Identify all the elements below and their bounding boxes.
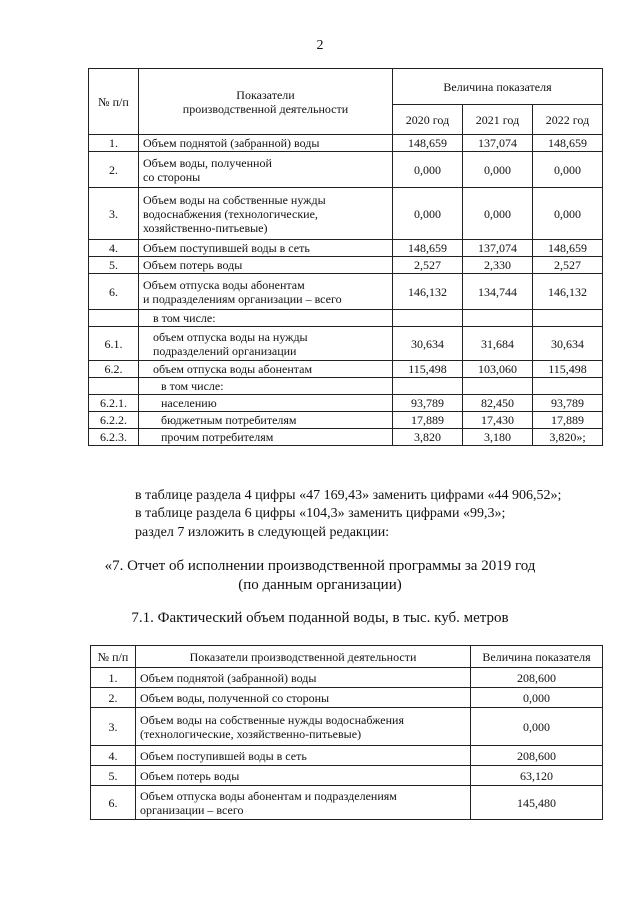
row-name: прочим потребителям	[139, 429, 393, 446]
row-num	[89, 378, 139, 395]
row-num: 6.2.2.	[89, 412, 139, 429]
row-value: 2,527	[533, 257, 603, 274]
row-num: 6.	[91, 786, 136, 820]
table-row	[89, 378, 603, 395]
row-value: 208,600	[471, 746, 603, 766]
row-value	[393, 378, 463, 395]
table-row	[91, 786, 603, 820]
row-value: 115,498	[393, 361, 463, 378]
row-value: 148,659	[393, 240, 463, 257]
row-value: 148,659	[533, 240, 603, 257]
row-num: 6.2.1.	[89, 395, 139, 412]
row-value: 103,060	[463, 361, 533, 378]
table-row	[89, 135, 603, 152]
amendment-paragraph: раздел 7 изложить в следующей редакции:	[135, 525, 390, 540]
row-value: 82,450	[463, 395, 533, 412]
row-value: 0,000	[463, 188, 533, 240]
row-value: 30,634	[533, 327, 603, 361]
row-num	[89, 310, 139, 327]
header-year: 2021 год	[463, 105, 533, 135]
row-name: Объем потерь воды	[139, 257, 393, 274]
row-num: 2.	[91, 688, 136, 708]
row-value: 17,889	[533, 412, 603, 429]
row-num: 5.	[91, 766, 136, 786]
production-table-2020-2022	[88, 68, 603, 446]
header-value-group: Величина показателя	[393, 69, 603, 105]
row-name: Объем поднятой (забранной) воды	[136, 668, 471, 688]
row-value: 137,074	[463, 240, 533, 257]
row-value: 30,634	[393, 327, 463, 361]
row-num: 6.2.3.	[89, 429, 139, 446]
row-value	[463, 378, 533, 395]
row-num: 6.1.	[89, 327, 139, 361]
row-value	[463, 310, 533, 327]
subsection-title: 7.1. Фактический объем поданной воды, в тыс. куб. метров	[131, 610, 509, 626]
table-row	[89, 240, 603, 257]
row-name: Объем потерь воды	[136, 766, 471, 786]
header-year: 2020 год	[393, 105, 463, 135]
row-value: 0,000	[471, 688, 603, 708]
row-value: 31,684	[463, 327, 533, 361]
row-value: 0,000	[393, 152, 463, 188]
row-name: населению	[139, 395, 393, 412]
row-num: 3.	[91, 708, 136, 746]
row-value: 0,000	[533, 188, 603, 240]
table-row	[89, 257, 603, 274]
row-value: 17,430	[463, 412, 533, 429]
table-row	[91, 746, 603, 766]
header-value: Величина показателя	[471, 646, 603, 668]
row-name: Объем воды, полученной со стороны	[139, 152, 393, 188]
row-name: Объем воды на собственные нужды водоснабжения (технологические, хозяйственно-питьевые)	[139, 188, 393, 240]
row-name: Объем отпуска воды абонентам и подразделениям организации – всего	[139, 274, 393, 310]
row-value: 208,600	[471, 668, 603, 688]
section-subtitle: (по данным организации)	[238, 577, 402, 593]
amendment-paragraph: в таблице раздела 4 цифры «47 169,43» заменить цифрами «44 906,52»;	[135, 488, 562, 503]
row-num: 1.	[89, 135, 139, 152]
row-name: Объем поднятой (забранной) воды	[139, 135, 393, 152]
table-row	[89, 395, 603, 412]
header-num: № п/п	[89, 69, 139, 135]
production-table-2019	[90, 645, 603, 820]
row-value: 137,074	[463, 135, 533, 152]
table-row	[91, 708, 603, 746]
table-row	[89, 361, 603, 378]
row-num: 5.	[89, 257, 139, 274]
row-name: Объем отпуска воды абонентам и подразделениям организации – всего	[136, 786, 471, 820]
row-value: 146,132	[393, 274, 463, 310]
row-value: 63,120	[471, 766, 603, 786]
row-name: в том числе:	[139, 310, 393, 327]
row-value: 148,659	[393, 135, 463, 152]
row-name: Объем поступившей воды в сеть	[136, 746, 471, 766]
row-value: 2,527	[393, 257, 463, 274]
row-num: 6.	[89, 274, 139, 310]
row-num: 1.	[91, 668, 136, 688]
row-value: 0,000	[533, 152, 603, 188]
row-value: 3,820»;	[533, 429, 603, 446]
row-value: 0,000	[471, 708, 603, 746]
table-row	[91, 688, 603, 708]
row-name: объем отпуска воды на нужды подразделений организации	[139, 327, 393, 361]
table-row	[89, 327, 603, 361]
row-name: объем отпуска воды абонентам	[139, 361, 393, 378]
row-num: 2.	[89, 152, 139, 188]
row-value: 17,889	[393, 412, 463, 429]
page-number: 2	[316, 38, 324, 53]
row-name: бюджетным потребителям	[139, 412, 393, 429]
section-title: «7. Отчет об исполнении производственной программы за 2019 год	[104, 558, 536, 574]
table-row	[89, 152, 603, 188]
header-indicators: Показатели производственной деятельности	[136, 646, 471, 668]
table-row	[89, 274, 603, 310]
row-value: 3,180	[463, 429, 533, 446]
table-row	[89, 429, 603, 446]
row-value: 2,330	[463, 257, 533, 274]
table-row	[89, 412, 603, 429]
table-row	[91, 766, 603, 786]
header-year: 2022 год	[533, 105, 603, 135]
row-value: 0,000	[393, 188, 463, 240]
row-value: 93,789	[393, 395, 463, 412]
row-num: 6.2.	[89, 361, 139, 378]
row-num: 4.	[91, 746, 136, 766]
row-name: Объем воды на собственные нужды водоснабжения (технологические, хозяйственно-питьевые)	[136, 708, 471, 746]
row-num: 3.	[89, 188, 139, 240]
table-row	[89, 188, 603, 240]
row-value	[533, 378, 603, 395]
header-indicators: Показатели производственной деятельности	[139, 69, 393, 135]
row-value: 3,820	[393, 429, 463, 446]
row-num: 4.	[89, 240, 139, 257]
row-name: в том числе:	[139, 378, 393, 395]
row-name: Объем воды, полученной со стороны	[136, 688, 471, 708]
amendment-paragraph: в таблице раздела 6 цифры «104,3» заменить цифрами «99,3»;	[135, 506, 506, 521]
table-row	[91, 668, 603, 688]
row-value: 148,659	[533, 135, 603, 152]
row-value: 0,000	[463, 152, 533, 188]
row-value: 93,789	[533, 395, 603, 412]
row-value: 146,132	[533, 274, 603, 310]
table-row	[89, 310, 603, 327]
row-value: 115,498	[533, 361, 603, 378]
row-value	[533, 310, 603, 327]
header-num: № п/п	[91, 646, 136, 668]
row-value: 134,744	[463, 274, 533, 310]
row-name: Объем поступившей воды в сеть	[139, 240, 393, 257]
row-value: 145,480	[471, 786, 603, 820]
row-value	[393, 310, 463, 327]
